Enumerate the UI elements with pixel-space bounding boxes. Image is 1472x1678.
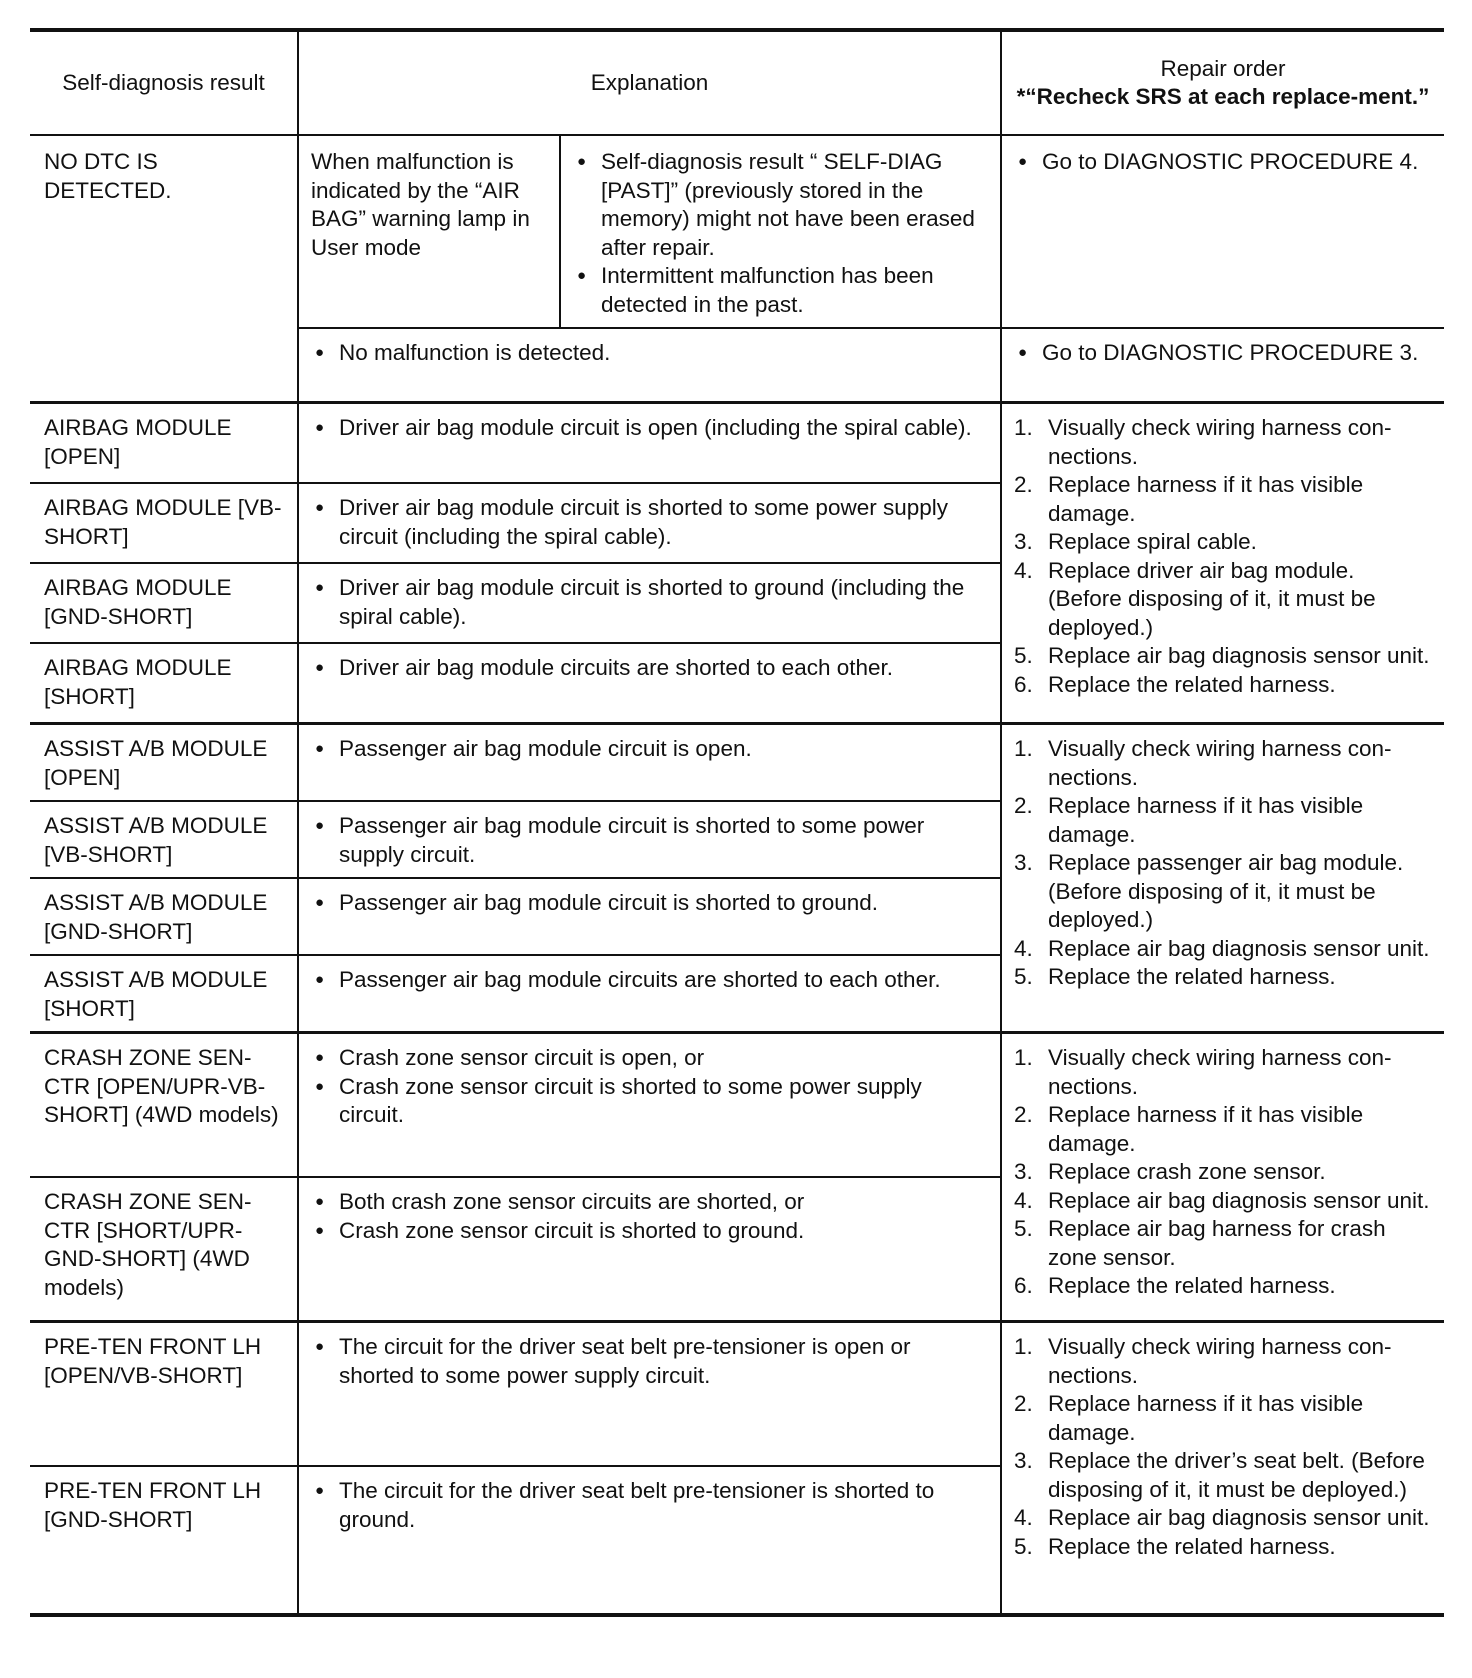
repair-order-cell	[1001, 403, 1444, 724]
list-item: ● Driver air bag module circuits are shorted to each other.	[311, 654, 990, 683]
repair-order-cell	[1001, 724, 1444, 1033]
list-item: ● Go to DIAGNOSTIC PROCEDURE 4.	[1014, 148, 1434, 177]
explanation-cell	[298, 1177, 1001, 1322]
result-cell: ASSIST A/B MODULE [OPEN]	[30, 724, 298, 802]
srs-diagnosis-table-page	[30, 28, 1444, 1617]
list-item: 3. Replace the driver’s seat belt. (Before disposing of it, it must be deployed.)	[1014, 1448, 1425, 1502]
no-dtc-explanation	[560, 135, 1001, 328]
list-item: 1. Visually check wiring harness con-nections.	[1014, 1045, 1392, 1099]
table-row	[30, 403, 1444, 484]
list-item: 4. Replace driver air bag module. (Before disposing of it, it must be deployed.)	[1014, 557, 1376, 640]
header-self-diagnosis-result: Self-diagnosis result	[30, 30, 298, 135]
list-item: 6. Replace the related harness.	[1014, 1273, 1336, 1298]
header-repair-order-note: *“Recheck SRS at each replace-ment.”	[1016, 84, 1430, 109]
explanation-cell	[298, 563, 1001, 643]
list-item: ● No malfunction is detected.	[311, 339, 990, 368]
no-dtc-repair	[1001, 135, 1444, 328]
header-repair-order	[1001, 30, 1444, 135]
table-header-row	[30, 30, 1444, 135]
list-item: ● Driver air bag module circuit is shorted to ground (including the spiral cable).	[311, 574, 990, 631]
list-item: 3. Replace passenger air bag module. (Before disposing of it, it must be deployed.)	[1014, 850, 1404, 932]
result-cell: ASSIST A/B MODULE [SHORT]	[30, 955, 298, 1033]
list-item: 3. Replace spiral cable.	[1014, 529, 1257, 554]
list-item: ● Passenger air bag module circuit is shorted to ground.	[311, 889, 990, 918]
list-item: 4. Replace air bag diagnosis sensor unit.	[1014, 1505, 1430, 1530]
header-explanation: Explanation	[298, 30, 1001, 135]
result-cell: AIRBAG MODULE [VB-SHORT]	[30, 483, 298, 563]
explanation-cell	[298, 1033, 1001, 1178]
list-item: 5. Replace the related harness.	[1014, 1533, 1336, 1559]
list-item: ● The circuit for the driver seat belt pre-tensioner is shorted to ground.	[311, 1477, 990, 1534]
list-item: ● Crash zone sensor circuit is open, or	[311, 1044, 990, 1073]
explanation-cell	[298, 1322, 1001, 1467]
table-row	[30, 1322, 1444, 1467]
repair-order-cell	[1001, 1033, 1444, 1322]
result-cell: CRASH ZONE SEN-CTR [SHORT/UPR-GND-SHORT] (4WD models)	[30, 1177, 298, 1322]
list-item: ● Go to DIAGNOSTIC PROCEDURE 3.	[1014, 339, 1434, 368]
list-item: ● Crash zone sensor circuit is shorted to some power supply circuit.	[311, 1073, 990, 1130]
result-cell: ASSIST A/B MODULE [VB-SHORT]	[30, 801, 298, 878]
explanation-cell	[298, 878, 1001, 955]
list-item: 6. Replace the related harness.	[1014, 671, 1336, 697]
result-cell: AIRBAG MODULE [OPEN]	[30, 403, 298, 484]
list-item: ● Intermittent malfunction has been detected in the past.	[573, 262, 990, 319]
list-item: ● The circuit for the driver seat belt pre-tensioner is open or shorted to some power supply circuit.	[311, 1333, 990, 1390]
result-cell: AIRBAG MODULE [GND-SHORT]	[30, 563, 298, 643]
no-dtc-condition: When malfunction is indicated by the “AIR BAG” warning lamp in User mode	[298, 135, 560, 328]
table-row	[30, 1033, 1444, 1178]
list-item: 2. Replace harness if it has visible damage.	[1014, 1391, 1364, 1445]
list-item: ● Passenger air bag module circuits are shorted to each other.	[311, 966, 990, 995]
list-item: 3. Replace crash zone sensor.	[1014, 1159, 1326, 1184]
list-item: ● Self-diagnosis result “ SELF-DIAG [PAST]” (previously stored in the memory) might not have been erased after repair.	[573, 148, 990, 262]
explanation-cell	[298, 643, 1001, 724]
list-item: 5. Replace the related harness.	[1014, 964, 1336, 989]
self-diagnosis-table	[30, 28, 1444, 1617]
header-repair-order-title: Repair order	[1160, 55, 1286, 81]
list-item: 1. Visually check wiring harness con-nections.	[1014, 415, 1392, 469]
result-cell: AIRBAG MODULE [SHORT]	[30, 643, 298, 724]
list-item: 4. Replace air bag diagnosis sensor unit.	[1014, 1187, 1430, 1213]
list-item: ● Driver air bag module circuit is open (including the spiral cable).	[311, 414, 990, 443]
list-item: 4. Replace air bag diagnosis sensor unit.	[1014, 935, 1430, 961]
list-item: 2. Replace harness if it has visible damage.	[1014, 472, 1364, 526]
explanation-cell	[298, 724, 1001, 802]
explanation-cell	[298, 403, 1001, 484]
no-dtc-explanation-2	[298, 328, 1001, 403]
explanation-cell	[298, 483, 1001, 563]
list-item: ● Passenger air bag module circuit is shorted to some power supply circuit.	[311, 812, 990, 869]
list-item: 1. Visually check wiring harness con-nections.	[1014, 736, 1392, 790]
list-item: ● Crash zone sensor circuit is shorted to ground.	[311, 1217, 990, 1246]
list-item: 5. Replace air bag diagnosis sensor unit.	[1014, 643, 1430, 668]
list-item: ● Passenger air bag module circuit is open.	[311, 735, 990, 764]
result-cell: PRE-TEN FRONT LH [OPEN/VB-SHORT]	[30, 1322, 298, 1467]
list-item: 2. Replace harness if it has visible damage.	[1014, 793, 1364, 847]
list-item: 1. Visually check wiring harness con-nections.	[1014, 1334, 1392, 1388]
table-row	[30, 135, 1444, 328]
explanation-cell	[298, 955, 1001, 1033]
result-cell: ASSIST A/B MODULE [GND-SHORT]	[30, 878, 298, 955]
list-item: 5. Replace air bag harness for crash zone sensor.	[1014, 1216, 1386, 1270]
explanation-cell	[298, 1466, 1001, 1615]
no-dtc-repair-2	[1001, 328, 1444, 403]
result-no-dtc: NO DTC IS DETECTED.	[30, 135, 298, 403]
list-item: 2. Replace harness if it has visible damage.	[1014, 1102, 1364, 1156]
result-cell: CRASH ZONE SEN-CTR [OPEN/UPR-VB-SHORT] (4WD models)	[30, 1033, 298, 1178]
repair-order-cell	[1001, 1322, 1444, 1616]
table-row	[30, 724, 1444, 802]
result-cell: PRE-TEN FRONT LH [GND-SHORT]	[30, 1466, 298, 1615]
explanation-cell	[298, 801, 1001, 878]
list-item: ● Both crash zone sensor circuits are shorted, or	[311, 1188, 990, 1217]
list-item: ● Driver air bag module circuit is shorted to some power supply circuit (including the spiral cable).	[311, 494, 990, 551]
